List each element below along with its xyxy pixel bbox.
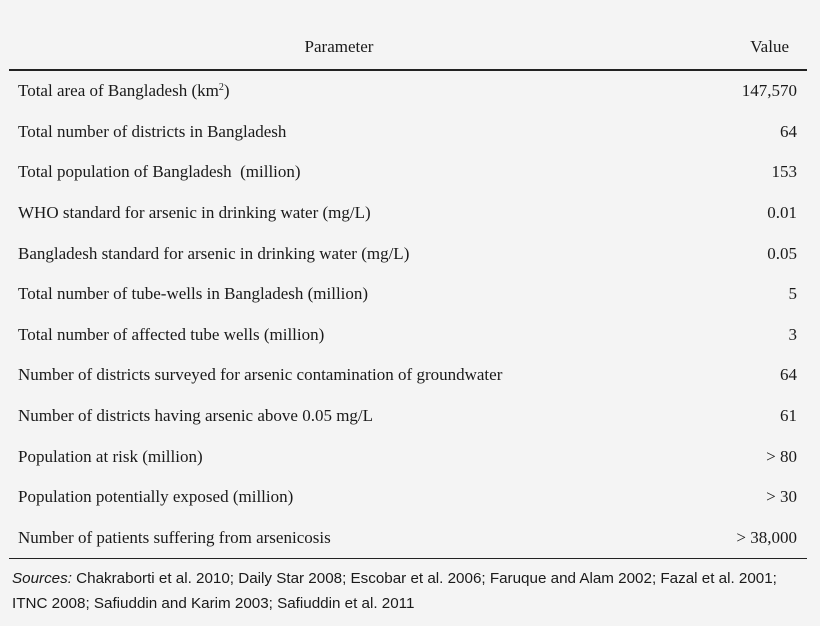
- parameter-cell: [9, 70, 669, 112]
- value-cell: 64: [780, 121, 797, 141]
- table-row: [9, 70, 807, 112]
- parameter-cell: WHO standard for arsenic in drinking water (mg/L): [18, 203, 371, 223]
- parameter-column-header: Parameter: [9, 25, 669, 70]
- value-cell: 147,570: [741, 81, 797, 101]
- table-row: [9, 315, 807, 356]
- value-cell: > 38,000: [669, 518, 807, 559]
- sources-note: [12, 566, 812, 616]
- parameter-cell: Total population of Bangladesh (million): [18, 162, 301, 182]
- value-cell: 3: [788, 324, 797, 344]
- value-cell: 0.05: [767, 243, 797, 263]
- table-row: [9, 396, 807, 437]
- value-cell: 5: [788, 284, 797, 304]
- sources-text: Chakraborti et al. 2010; Daily Star 2008; Escobar et al. 2006; Faruque and Alam 2002; Fazal et al. 2001; ITNC 2008; Safiuddin and Karim 2003; Safiuddin et al. 2011: [12, 570, 777, 612]
- parameter-cell: Population potentially exposed (million): [18, 487, 294, 507]
- table-row: [9, 193, 807, 234]
- value-cell: 61: [780, 406, 797, 426]
- table-header-row: [9, 25, 807, 70]
- parameter-cell: Total number of districts in Bangladesh: [18, 121, 287, 141]
- table-row: [9, 355, 807, 396]
- arsenic-parameters-table: [9, 25, 807, 559]
- parameter-cell: Number of districts having arsenic above 0.05 mg/L: [18, 406, 374, 426]
- table-row: [9, 274, 807, 315]
- value-cell: 153: [771, 162, 797, 182]
- parameter-text: Total area of Bangladesh (km: [18, 81, 219, 101]
- parameter-cell: Total number of affected tube wells (million): [18, 324, 325, 344]
- parameter-cell: Bangladesh standard for arsenic in drinking water (mg/L): [18, 243, 410, 263]
- parameter-cell: Number of patients suffering from arsenicosis: [9, 518, 669, 559]
- parameter-suffix: ): [223, 81, 230, 101]
- value-column-header: Value: [669, 25, 807, 70]
- value-cell: 0.01: [767, 203, 797, 223]
- sources-label: Sources:: [12, 570, 72, 587]
- table-row: [9, 436, 807, 477]
- table-row: [9, 233, 807, 274]
- parameter-cell: Number of districts surveyed for arsenic contamination of groundwater: [18, 365, 503, 385]
- table-row: [9, 518, 807, 559]
- value-cell: > 30: [766, 487, 797, 507]
- table-row: [9, 112, 807, 153]
- parameter-cell: Population at risk (million): [18, 446, 203, 466]
- table-row: [9, 477, 807, 518]
- parameter-cell: Total number of tube-wells in Bangladesh (million): [18, 284, 369, 304]
- value-cell: > 80: [766, 446, 797, 466]
- table-row: [9, 152, 807, 193]
- value-cell: 64: [780, 365, 797, 385]
- superscript: 2: [218, 82, 224, 94]
